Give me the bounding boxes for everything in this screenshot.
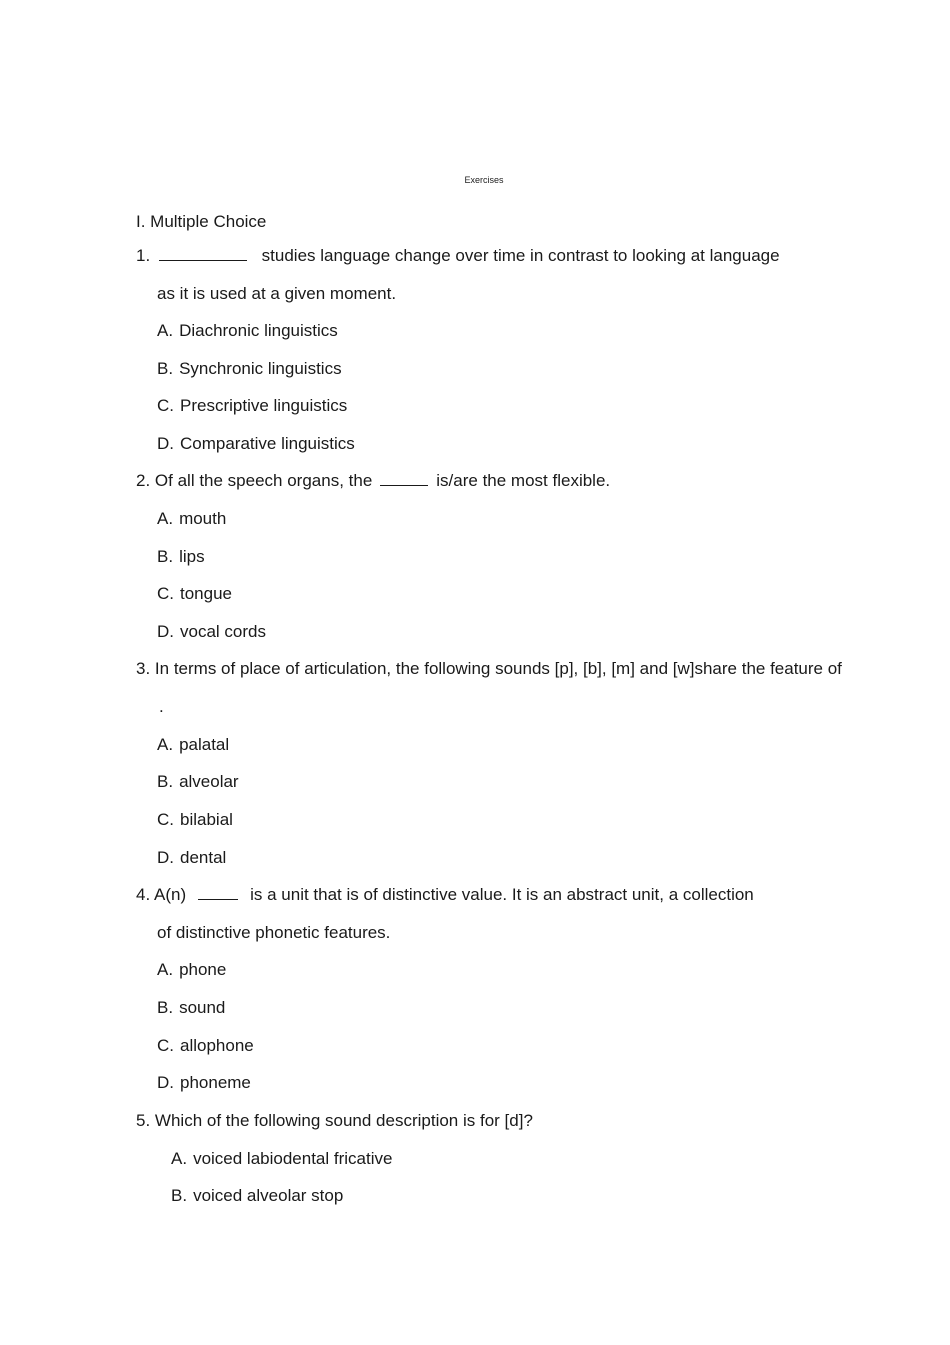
- document-title: Exercises: [464, 175, 504, 185]
- option-text: mouth: [179, 509, 227, 528]
- question-1-option-a: [157, 321, 338, 341]
- option-letter: B.: [157, 998, 174, 1017]
- option-letter: B.: [157, 359, 174, 378]
- question-4-option-a: [157, 960, 226, 980]
- section-heading: I. Multiple Choice: [136, 212, 267, 231]
- question-3-stem-continued: .: [159, 697, 164, 716]
- option-letter: A.: [157, 960, 174, 979]
- option-letter: C.: [157, 584, 174, 603]
- option-letter: D.: [157, 848, 174, 867]
- option-text: alveolar: [179, 772, 239, 791]
- question-number: 2.: [136, 471, 151, 490]
- option-text: voiced alveolar stop: [193, 1186, 344, 1205]
- option-letter: B.: [171, 1186, 188, 1205]
- option-letter: A.: [171, 1149, 188, 1168]
- option-text: dental: [180, 848, 227, 867]
- option-letter: B.: [157, 547, 174, 566]
- option-letter: C.: [157, 810, 174, 829]
- question-number: 1.: [136, 246, 151, 265]
- question-text: studies language change over time in contrast to looking at language: [261, 246, 780, 265]
- answer-blank: [159, 246, 247, 261]
- option-text: Comparative linguistics: [180, 434, 355, 453]
- option-letter: D.: [157, 1073, 174, 1092]
- question-3-stem: [136, 659, 842, 679]
- question-5-option-a: [171, 1149, 392, 1169]
- option-text: palatal: [179, 735, 230, 754]
- option-text: voiced labiodental fricative: [193, 1149, 393, 1168]
- question-4-stem: [136, 885, 754, 905]
- option-text: Synchronic linguistics: [179, 359, 342, 378]
- question-2-option-a: [157, 509, 226, 529]
- question-1-option-b: [157, 359, 342, 379]
- option-letter: D.: [157, 434, 174, 453]
- option-text: tongue: [180, 584, 232, 603]
- question-number: 3.: [136, 659, 151, 678]
- option-text: lips: [179, 547, 205, 566]
- option-letter: B.: [157, 772, 174, 791]
- question-3-option-d: [157, 848, 226, 868]
- question-number: 5.: [136, 1111, 151, 1130]
- question-4-option-c: [157, 1036, 254, 1056]
- question-3-option-a: [157, 735, 229, 755]
- question-1-stem: [136, 246, 780, 266]
- question-4-option-b: [157, 998, 225, 1018]
- question-1-option-c: [157, 396, 347, 416]
- option-letter: C.: [157, 1036, 174, 1055]
- option-text: bilabial: [180, 810, 233, 829]
- question-text: Of all the speech organs, the: [154, 471, 373, 490]
- option-text: Diachronic linguistics: [179, 321, 338, 340]
- question-text: A(n): [153, 885, 187, 904]
- question-2-option-b: [157, 547, 205, 567]
- question-5-option-b: [171, 1186, 343, 1206]
- question-2-option-d: [157, 622, 266, 642]
- answer-blank: [380, 471, 428, 486]
- option-text: Prescriptive linguistics: [180, 396, 348, 415]
- question-text: is a unit that is of distinctive value. It is an abstract unit, a collection: [250, 885, 754, 904]
- option-letter: C.: [157, 396, 174, 415]
- question-5-stem: [136, 1111, 533, 1131]
- option-text: phoneme: [180, 1073, 251, 1092]
- question-3-option-c: [157, 810, 233, 830]
- option-letter: A.: [157, 509, 174, 528]
- question-text: Which of the following sound description is for [d]?: [154, 1111, 533, 1130]
- question-2-option-c: [157, 584, 232, 604]
- question-4-stem-continued: of distinctive phonetic features.: [157, 923, 391, 942]
- option-text: phone: [179, 960, 227, 979]
- option-text: sound: [179, 998, 226, 1017]
- question-3-option-b: [157, 772, 239, 792]
- question-text: In terms of place of articulation, the following sounds [p], [b], [m] and [w]share the feature of: [154, 659, 842, 678]
- question-text: is/are the most flexible.: [436, 471, 611, 490]
- question-1-stem-continued: as it is used at a given moment.: [157, 284, 397, 303]
- question-1-option-d: [157, 434, 355, 454]
- question-4-option-d: [157, 1073, 251, 1093]
- option-letter: D.: [157, 622, 174, 641]
- option-text: vocal cords: [180, 622, 266, 641]
- question-2-stem: [136, 471, 610, 491]
- question-number: 4.: [136, 885, 151, 904]
- answer-blank: [198, 885, 238, 900]
- option-letter: A.: [157, 735, 174, 754]
- option-text: allophone: [180, 1036, 254, 1055]
- option-letter: A.: [157, 321, 174, 340]
